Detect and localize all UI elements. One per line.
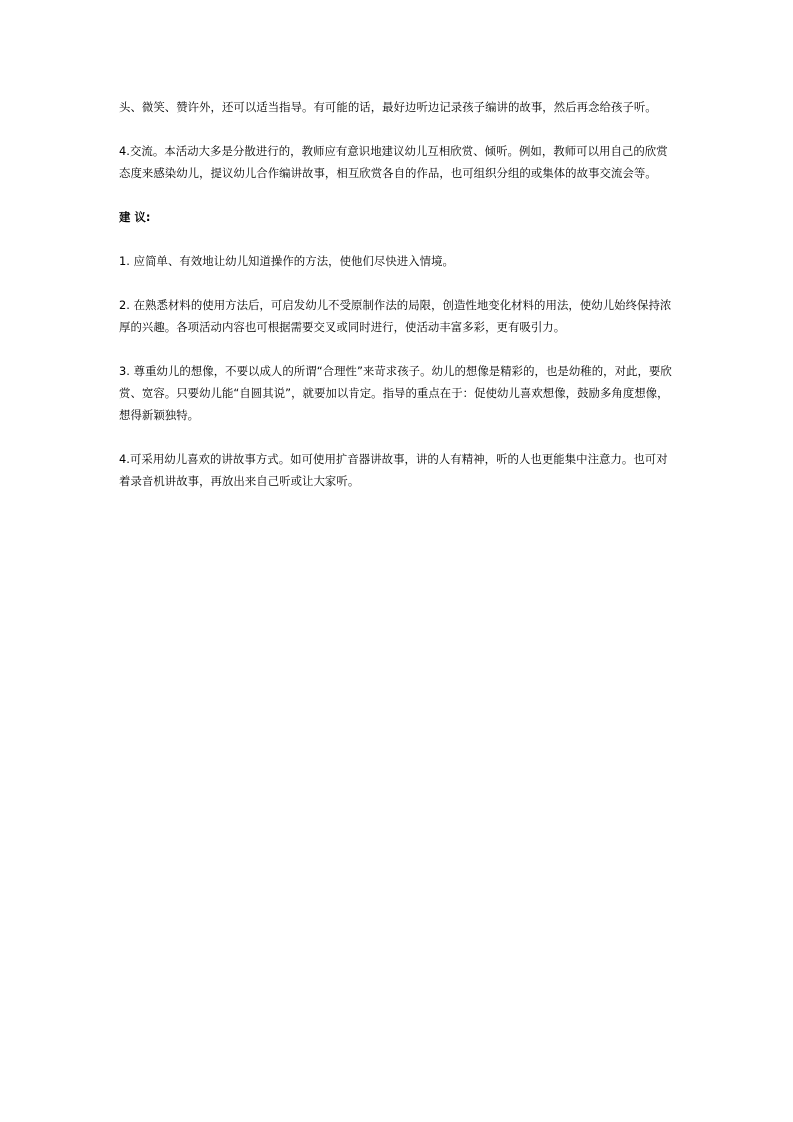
document-body (119, 96, 679, 492)
paragraph-exchange: 4.交流。本活动大多是分散进行的，教师应有意识地建议幼儿互相欣赏、倾听。例如，教师可以用自己的欣赏态度来感染幼儿，提议幼儿合作编讲故事，相互欣赏各自的作品，也可组织分组的或集体的故事交流会等。 (119, 144, 668, 180)
suggestion-item-3: 3. 尊重幼儿的想像，不要以成人的所谓“合理性”来苛求孩子。幼儿的想像是精彩的，也是幼稚的，对此，要欣赏、宽容。只要幼儿能“自圆其说”，就要加以肯定。指导的重点在于：促使幼儿喜欢想像，鼓励多角度想像，想得新颖独特。 (119, 364, 672, 422)
suggestion-item-4: 4.可采用幼儿喜欢的讲故事方式。如可使用扩音器讲故事，讲的人有精神，听的人也更能集中注意力。也可对着录音机讲故事，再放出来自己听或让大家听。 (119, 452, 668, 488)
suggestion-item-2: 2. 在熟悉材料的使用方法后，可启发幼儿不受原制作法的局限，创造性地变化材料的用法，使幼儿始终保持浓厚的兴趣。各项活动内容也可根据需要交叉或同时进行，使活动丰富多彩，更有吸引力。 (119, 298, 672, 334)
suggestion-item-1: 1. 应简单、有效地让幼儿知道操作的方法，使他们尽快进入情境。 (119, 254, 454, 268)
paragraph-continuation: 头、微笑、赞许外，还可以适当指导。有可能的话，最好边听边记录孩子编讲的故事，然后再念给孩子听。 (119, 100, 657, 114)
section-heading-suggestions: 建 议: (119, 210, 151, 224)
